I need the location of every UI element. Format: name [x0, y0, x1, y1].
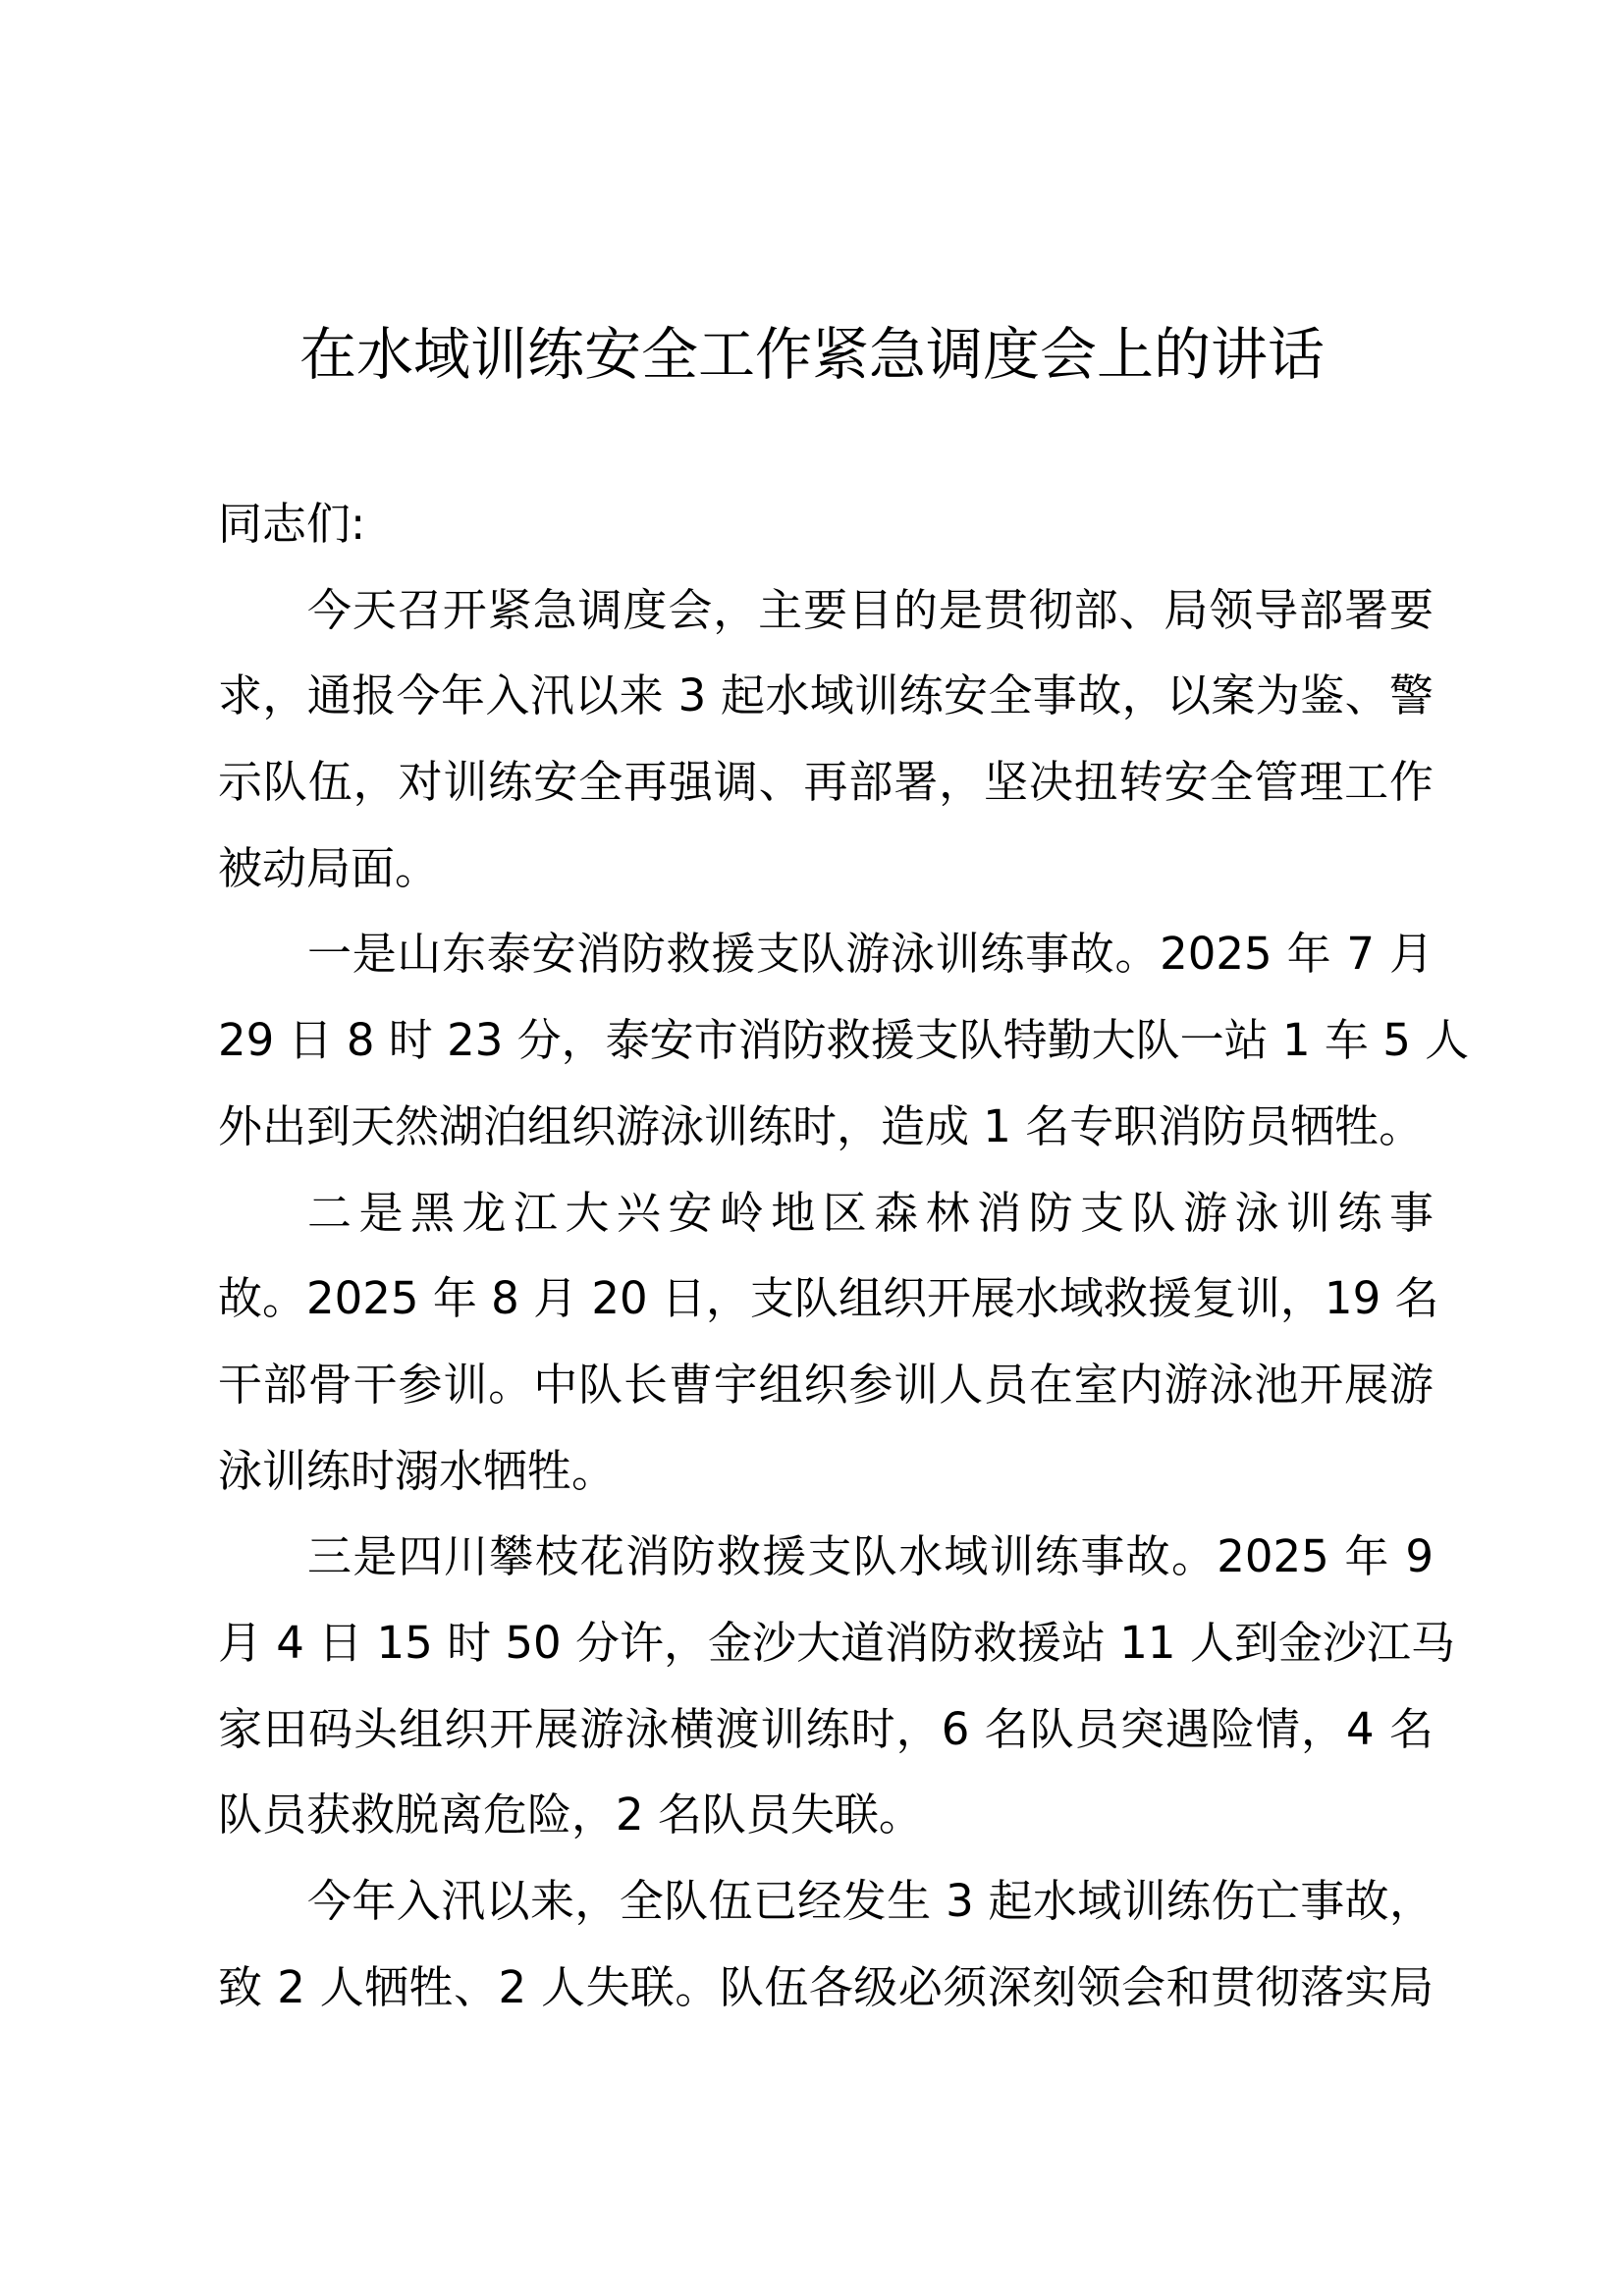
paragraph-line: 致 2 人牺牲、2 人失联。队伍各级必须深刻领会和贯彻落实局 — [218, 1960, 1434, 2013]
document-body — [218, 481, 1470, 2030]
paragraph-line: 被动局面。 — [218, 841, 440, 894]
paragraph-line: 家田码头组织开展游泳横渡训练时，6 名队员突遇险情，4 名 — [218, 1702, 1434, 1755]
paragraph-line: 队员获救脱离危险，2 名队员失联。 — [218, 1789, 923, 1842]
paragraph-line: 干部骨干参训。中队长曹宇组织参训人员在室内游泳池开展游 — [218, 1358, 1434, 1411]
document-title: 在水域训练安全工作紧急调度会上的讲话 — [298, 321, 1325, 388]
paragraph-line: 三是四川攀枝花消防救援支队水域训练事故。2025 年 9 — [307, 1530, 1434, 1583]
paragraph-line: 求，通报今年入汛以来 3 起水域训练安全事故，以案为鉴、警 — [218, 669, 1434, 722]
paragraph-line: 泳训练时溺水牺牲。 — [218, 1444, 617, 1497]
paragraph-line: 外出到天然湖泊组织游泳训练时，造成 1 名专职消防员牺牲。 — [218, 1099, 1424, 1152]
paragraph-line: 29 日 8 时 23 分，泰安市消防救援支队特勤大队一站 1 车 5 人 — [218, 1014, 1470, 1067]
paragraph-line: 月 4 日 15 时 50 分许，金沙大道消防救援站 11 人到金沙江马 — [218, 1616, 1455, 1669]
salutation: 同志们: — [218, 498, 366, 550]
paragraph-line: 示队伍，对训练安全再强调、再部署，坚决扭转安全管理工作 — [218, 756, 1434, 809]
paragraph-line: 一是山东泰安消防救援支队游泳训练事故。2025 年 7 月 — [307, 928, 1434, 981]
paragraph-line: 故。2025 年 8 月 20 日，支队组织开展水域救援复训，19 名 — [218, 1272, 1439, 1325]
paragraph-line: 今天召开紧急调度会，主要目的是贯彻部、局领导部署要 — [307, 583, 1434, 636]
paragraph-line: 二是黑龙江大兴安岭地区森林消防支队游泳训练事 — [307, 1186, 1434, 1239]
paragraph-line: 今年入汛以来，全队伍已经发生 3 起水域训练伤亡事故， — [307, 1875, 1434, 1927]
